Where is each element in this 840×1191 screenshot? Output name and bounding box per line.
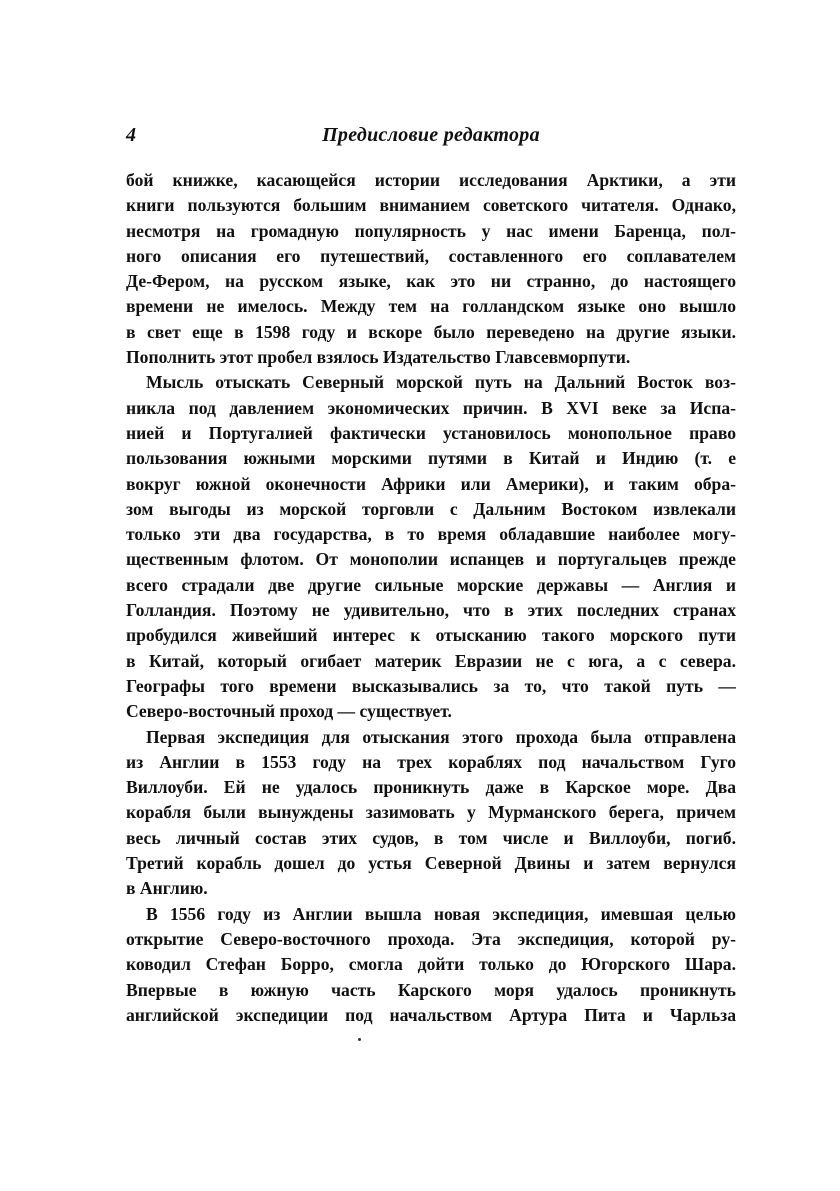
text-line: в Китай, который огибает материк Евразии не с юга, а с севера. (126, 650, 736, 671)
print-speck (358, 1038, 361, 1041)
text-line: Пополнить этот пробел взялось Издательство Главсевморпути. (126, 347, 631, 368)
page-header (126, 124, 736, 150)
running-title: Предисловие редактора (322, 124, 540, 146)
text-line: никла под давлением экономических причин. В XVI веке за Испа- (126, 397, 736, 418)
text-line: Мысль отыскать Северный морской путь на Дальний Восток воз- (146, 372, 736, 393)
text-line: пользования южными морскими путями в Китай и Индию (т. е (126, 448, 736, 469)
text-line: вокруг южной оконечности Африки или Америки), и таким обра- (126, 473, 736, 494)
text-line: книги пользуются большим вниманием советского читателя. Однако, (126, 195, 736, 216)
paragraph-2 (126, 370, 736, 724)
text-line: корабля были вынуждены зазимовать у Мурманского берега, причем (126, 802, 736, 823)
text-line: Первая экспедиция для отыскания этого прохода была отправлена (146, 726, 736, 747)
text-line: в Англию. (126, 878, 208, 899)
text-line: в свет еще в 1598 году и вскоре было переведено на другие языки. (126, 321, 736, 342)
text-line: Географы того времени высказывались за то, что такой путь — (126, 675, 736, 696)
text-line: только эти два государства, в то время обладавшие наиболее могу- (126, 524, 736, 545)
text-line: Северо-восточный проход — существует. (126, 701, 452, 722)
text-line: весь личный состав этих судов, в том числе и Виллоуби, погиб. (126, 827, 736, 848)
text-line: из Англии в 1553 году на трех кораблях под начальством Гуго (126, 751, 736, 772)
text-line: Голландия. Поэтому не удивительно, что в этих последних странах (126, 600, 736, 621)
text-line: щественным флотом. От монополии испанцев и португальцев прежде (126, 549, 736, 570)
text-line: Виллоуби. Ей не удалось проникнуть даже в Карское море. Два (126, 777, 736, 798)
text-line: пробудился живейший интерес к отысканию такого морского пути (126, 625, 736, 646)
text-line: Третий корабль дошел до устья Северной Двины и затем вернулся (126, 853, 736, 874)
text-line: зом выгоды из морской торговли с Дальним Востоком извлекали (126, 498, 736, 519)
text-line: времени не имелось. Между тем на голландском языке оно вышло (126, 296, 736, 317)
text-line: ного описания его путешествий, составленного его соплавателем (126, 245, 736, 266)
paragraph-3 (126, 725, 736, 902)
text-line: всего страдали две другие сильные морские державы — Англия и (126, 574, 736, 595)
text-line: Впервые в южную часть Карского моря удалось проникнуть (126, 979, 736, 1000)
text-line: английской экспедиции под начальством Артура Пита и Чарльза (126, 1004, 736, 1025)
page-number: 4 (126, 124, 136, 146)
paragraph-4 (126, 902, 736, 1028)
text-line: открытие Северо-восточного прохода. Эта экспедиция, которой ру- (126, 928, 736, 949)
text-line: бой книжке, касающейся истории исследования Арктики, а эти (126, 170, 736, 190)
text-line: несмотря на громадную популярность у нас имени Баренца, пол- (126, 220, 736, 241)
paragraph-1 (126, 168, 736, 370)
text-line: Де-Фером, на русском языке, как это ни странно, до настоящего (126, 271, 736, 292)
text-line: ководил Стефан Борро, смогла дойти только до Югорского Шара. (126, 954, 736, 975)
text-line: В 1556 году из Англии вышла новая экспедиция, имевшая целью (146, 903, 736, 924)
text-line: нией и Португалией фактически установилось монопольное право (126, 422, 736, 443)
text-body (126, 168, 736, 1028)
